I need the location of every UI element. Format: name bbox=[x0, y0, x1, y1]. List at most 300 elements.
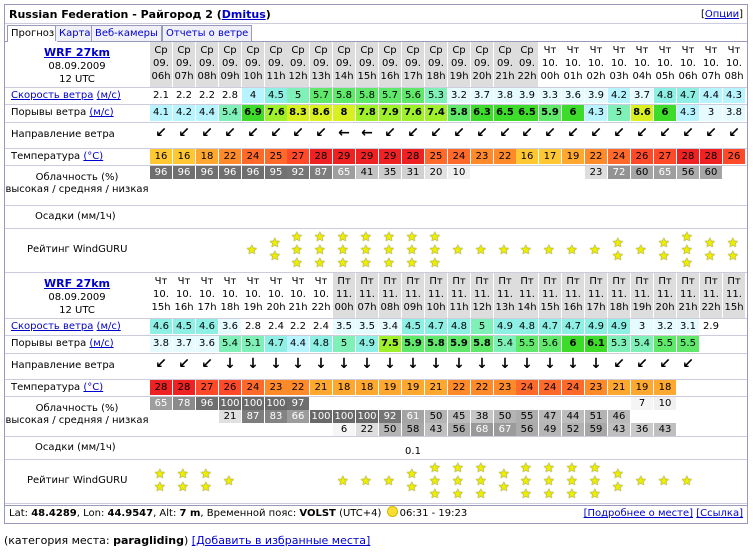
hour: 00h bbox=[540, 71, 560, 82]
time-header bbox=[196, 273, 218, 318]
time-header bbox=[608, 273, 630, 318]
hour: 11h bbox=[266, 71, 286, 82]
precip-cell bbox=[265, 206, 287, 227]
temperature-cell: 24 bbox=[448, 149, 470, 164]
hour: 14h bbox=[517, 302, 537, 313]
wind-direction-cell bbox=[196, 123, 218, 147]
gust-cell: 3.7 bbox=[173, 336, 195, 352]
cloud-label-1: Облачность (%) bbox=[35, 172, 119, 183]
cloud-l-cell: 43 bbox=[608, 423, 630, 436]
tab-wind-reports[interactable]: Отчеты о ветре bbox=[162, 25, 252, 41]
wind-direction-cell bbox=[402, 123, 424, 147]
rating-star-icon: ★ bbox=[177, 480, 189, 495]
day: Чт bbox=[154, 276, 168, 287]
rating-star-icon: ★ bbox=[589, 486, 601, 502]
date: 10. bbox=[703, 58, 719, 69]
temperature-cell: 27 bbox=[287, 149, 309, 164]
temp-unit-link[interactable]: (°C) bbox=[83, 382, 104, 393]
wind-speed-cell: 2.4 bbox=[265, 319, 287, 334]
gust-cell: 6.3 bbox=[471, 105, 493, 121]
wind-arrow-icon: ↙ bbox=[728, 125, 740, 141]
cloud-m-cell: 50 bbox=[425, 410, 447, 423]
rating-star-icon: ★ bbox=[635, 473, 647, 489]
rating-star-icon: ★ bbox=[475, 460, 487, 476]
row-label-cloud bbox=[5, 396, 149, 436]
hour: 03h bbox=[609, 71, 629, 82]
wind-arrow-icon: ↙ bbox=[476, 125, 488, 141]
rating-star-icon: ★ bbox=[154, 480, 166, 495]
cloud-m-cell: 100 bbox=[334, 411, 354, 422]
day: Чт bbox=[612, 45, 626, 56]
cloud-l-cell: 67 bbox=[494, 423, 516, 436]
cloud-l-cell bbox=[310, 192, 332, 205]
rating-star-icon: ★ bbox=[589, 460, 601, 476]
temperature-cell: 23 bbox=[494, 380, 516, 395]
hour: 15h bbox=[357, 71, 377, 82]
gust-cell: 3.6 bbox=[196, 336, 218, 352]
date: 10. bbox=[222, 289, 238, 300]
date: 10. bbox=[542, 58, 558, 69]
gust-cell: 4.9 bbox=[356, 336, 378, 352]
wind-arrow-icon: ↓ bbox=[521, 356, 533, 372]
rating-star-icon: ★ bbox=[727, 236, 739, 251]
rating-star-icon: ★ bbox=[498, 480, 510, 495]
temperature-cell: 19 bbox=[562, 149, 584, 164]
wind-speed-cell: 4.7 bbox=[562, 319, 584, 334]
date: 09. bbox=[497, 58, 513, 69]
wind-speed-cell: 4.3 bbox=[723, 88, 745, 103]
hour: 21h bbox=[288, 302, 308, 313]
cloud-m-cell bbox=[448, 179, 470, 192]
cloud-l-cell bbox=[310, 423, 332, 436]
wind-direction-cell bbox=[287, 123, 309, 147]
location-info: Lat: 48.4289, Lon: 44.9547, Alt: 7 m, Временной пояс: VOLST (UTC+4) 06:31 - 19:23 bbox=[9, 508, 468, 519]
title-bar bbox=[5, 5, 747, 24]
row-label-rating bbox=[5, 459, 149, 503]
rating-star-icon: ★ bbox=[704, 249, 716, 264]
cloud-l-cell bbox=[173, 423, 195, 436]
date: 09. bbox=[382, 58, 398, 69]
hour: 09h bbox=[403, 302, 423, 313]
wind-speed-cell: 3.5 bbox=[333, 319, 355, 334]
cloud-m-cell bbox=[173, 179, 195, 192]
date: 10. bbox=[199, 289, 215, 300]
row-label-temp bbox=[5, 379, 149, 396]
day: Пт bbox=[337, 276, 351, 287]
cloud-m-cell: 55 bbox=[516, 410, 538, 423]
wind-direction-cell bbox=[333, 123, 355, 147]
time-header bbox=[654, 273, 676, 318]
add-favorite-link[interactable]: [Добавить в избранные места] bbox=[191, 534, 371, 547]
gust-cell: 5 bbox=[608, 105, 630, 121]
cloud-l-cell bbox=[516, 192, 538, 205]
cloud-h-cell: 60 bbox=[631, 166, 653, 179]
time-header bbox=[723, 273, 745, 318]
day: Ср bbox=[291, 45, 305, 56]
temp-unit-link[interactable]: (°C) bbox=[83, 151, 104, 162]
date: 09. bbox=[153, 58, 169, 69]
gust-cell: 5.4 bbox=[219, 336, 241, 352]
cloud-h-cell bbox=[402, 397, 424, 410]
gust-cell: 6.5 bbox=[516, 105, 538, 121]
rating-star-icon: ★ bbox=[246, 242, 258, 258]
cloud-l-cell bbox=[356, 192, 378, 205]
time-header bbox=[265, 42, 287, 87]
wind-speed-label: Скорость ветра bbox=[11, 90, 94, 101]
rating-star-icon: ★ bbox=[406, 467, 418, 482]
precip-cell bbox=[562, 437, 584, 458]
rating-star-icon: ★ bbox=[681, 229, 693, 245]
wind-speed-cell: 4.9 bbox=[585, 319, 607, 334]
temperature-cell: 28 bbox=[677, 149, 699, 164]
precip-cell bbox=[585, 206, 607, 227]
gust-cell: 5.3 bbox=[608, 336, 630, 352]
gust-cell: 8.6 bbox=[631, 105, 653, 121]
wind-speed-cell: 3.7 bbox=[471, 88, 493, 103]
wind-arrow-icon: ↙ bbox=[178, 125, 190, 141]
date: 09. bbox=[451, 58, 467, 69]
date: 11. bbox=[634, 289, 650, 300]
wind-direction-cell bbox=[448, 354, 470, 378]
rating-star-icon: ★ bbox=[566, 242, 578, 258]
cloud-l-cell: 50 bbox=[379, 423, 401, 436]
hour: 06h bbox=[678, 71, 698, 82]
rating-star-icon: ★ bbox=[360, 255, 372, 271]
wind-direction-cell bbox=[608, 354, 630, 378]
rating-star-icon: ★ bbox=[406, 480, 418, 495]
user-link[interactable]: Dmitus bbox=[221, 8, 266, 21]
day: Ср bbox=[177, 45, 191, 56]
hour: 12h bbox=[288, 71, 308, 82]
cloud-h-cell: 92 bbox=[287, 166, 309, 179]
cloud-l-cell bbox=[333, 192, 355, 205]
gusts-label: Порывы ветра bbox=[11, 107, 87, 118]
wind-arrow-icon: ↓ bbox=[247, 356, 259, 372]
wind-direction-cell bbox=[356, 354, 378, 378]
footer bbox=[5, 505, 747, 522]
wind-speed-cell: 4.5 bbox=[265, 88, 287, 103]
sun-times: 06:31 - 19:23 bbox=[399, 508, 468, 519]
wind-speed-cell: 4 bbox=[242, 88, 264, 103]
temperature-cell: 18 bbox=[356, 380, 378, 395]
wind-speed-cell: 3.6 bbox=[219, 319, 241, 334]
cloud-m-cell: 100 bbox=[311, 411, 331, 422]
day: Чт bbox=[246, 276, 260, 287]
rating-star-icon: ★ bbox=[177, 467, 189, 482]
hour: 05h bbox=[655, 71, 675, 82]
wind-direction-cell bbox=[700, 354, 722, 378]
rating-star-icon: ★ bbox=[520, 473, 532, 489]
rating-star-icon: ★ bbox=[681, 255, 693, 271]
wind-arrow-icon: ↙ bbox=[499, 125, 511, 141]
temperature-cell: 24 bbox=[242, 149, 264, 164]
permalink-link[interactable]: [Ссылка] bbox=[696, 508, 743, 519]
time-header bbox=[379, 42, 401, 87]
cloud-l-cell bbox=[471, 192, 493, 205]
row-label-temp bbox=[5, 148, 149, 165]
rating-star-icon: ★ bbox=[269, 236, 281, 251]
wind-speed-cell: 5 bbox=[287, 88, 309, 103]
wind-direction-cell bbox=[631, 354, 653, 378]
wind-direction-cell bbox=[539, 123, 561, 147]
row-label-precip bbox=[5, 436, 149, 459]
model-name-link[interactable]: WRF 27km bbox=[43, 46, 111, 59]
precip-cell bbox=[677, 437, 699, 458]
day: Чт bbox=[177, 276, 191, 287]
temperature-cell: 22 bbox=[585, 149, 607, 164]
date: 09. bbox=[336, 58, 352, 69]
precip-cell bbox=[287, 206, 309, 227]
wind-unit-link[interactable]: (м/с) bbox=[96, 321, 121, 332]
time-header bbox=[333, 273, 355, 318]
day: Ср bbox=[429, 45, 443, 56]
cloud-l-cell bbox=[242, 423, 264, 436]
cloud-l-cell bbox=[173, 192, 195, 205]
cloud-h-cell: 96 bbox=[150, 166, 172, 179]
cloud-m-cell bbox=[150, 179, 172, 192]
tab-map[interactable]: Карта bbox=[55, 25, 95, 41]
time-header bbox=[310, 273, 332, 318]
rating-star-icon: ★ bbox=[475, 242, 487, 258]
gust-cell: 7.4 bbox=[425, 105, 447, 121]
cloud-label-1: Облачность (%) bbox=[35, 403, 119, 414]
rating-star-icon: ★ bbox=[383, 229, 395, 245]
wind-direction-cell bbox=[654, 354, 676, 378]
rating-star-icon: ★ bbox=[429, 460, 441, 476]
model-name-link[interactable]: WRF 27km bbox=[43, 277, 111, 290]
cloud-l-cell bbox=[402, 192, 424, 205]
date: 11. bbox=[703, 289, 719, 300]
rating-star-icon: ★ bbox=[429, 242, 441, 258]
wind-arrow-icon: ↓ bbox=[292, 356, 304, 372]
gust-cell: 5.4 bbox=[219, 105, 241, 121]
wind-speed-cell: 2.2 bbox=[173, 88, 195, 103]
temperature-cell: 19 bbox=[402, 380, 424, 395]
time-header bbox=[402, 273, 424, 318]
wind-speed-cell: 4.6 bbox=[196, 319, 218, 334]
date: 10. bbox=[657, 58, 673, 69]
temperature-cell: 22 bbox=[287, 380, 309, 395]
wind-speed-cell: 3 bbox=[631, 319, 653, 334]
wind-speed-cell: 5.8 bbox=[356, 88, 378, 103]
cloud-l-cell bbox=[700, 423, 722, 436]
time-header bbox=[700, 42, 722, 87]
day: Ср bbox=[406, 45, 420, 56]
model-date: 08.09.2009 bbox=[48, 61, 106, 72]
model-info-1 bbox=[5, 277, 149, 317]
wind-arrow-icon: ↙ bbox=[659, 356, 671, 372]
precip-cell bbox=[425, 206, 447, 227]
precip-cell bbox=[700, 206, 722, 227]
temperature-cell bbox=[700, 380, 722, 395]
date: 10. bbox=[268, 289, 284, 300]
day: Ср bbox=[337, 45, 351, 56]
title-text: Russian Federation - Райгород 2 bbox=[9, 8, 213, 21]
wind-speed-cell: 3.2 bbox=[448, 88, 470, 103]
cloud-h-cell: 78 bbox=[173, 397, 195, 410]
direction-label: Направление ветра bbox=[11, 360, 115, 371]
date: 09. bbox=[176, 58, 192, 69]
cloud-h-cell: 100 bbox=[266, 398, 286, 409]
wind-direction-cell bbox=[471, 354, 493, 378]
rating-star-icon: ★ bbox=[429, 255, 441, 271]
cloud-l-cell bbox=[150, 423, 172, 436]
cloud-h-cell bbox=[471, 397, 493, 410]
cloud-m-cell bbox=[471, 179, 493, 192]
wind-arrow-icon: ↙ bbox=[636, 125, 648, 141]
precip-cell bbox=[654, 206, 676, 227]
date: 09. bbox=[359, 58, 375, 69]
model-utc: 12 UTC bbox=[59, 305, 95, 316]
cloud-h-cell bbox=[333, 397, 355, 410]
cloud-l-cell bbox=[585, 192, 607, 205]
time-header bbox=[265, 273, 287, 318]
wind-arrow-icon: ← bbox=[361, 125, 373, 141]
cloud-h-cell bbox=[310, 397, 332, 410]
date: 09. bbox=[474, 58, 490, 69]
wind-arrow-icon: ↙ bbox=[155, 356, 167, 372]
row-label-cloud bbox=[5, 165, 149, 205]
cloud-m-cell: 61 bbox=[402, 410, 424, 423]
gusts-label: Порывы ветра bbox=[11, 338, 87, 349]
wind-unit-link[interactable]: (м/с) bbox=[96, 90, 121, 101]
category-value: paragliding bbox=[113, 534, 184, 547]
cloud-m-cell: 50 bbox=[494, 410, 516, 423]
hour: 02h bbox=[586, 71, 606, 82]
precip-cell bbox=[310, 206, 332, 227]
wind-arrow-icon: ↙ bbox=[155, 125, 167, 141]
time-header bbox=[356, 273, 378, 318]
options-link[interactable]: Опции bbox=[704, 9, 740, 20]
cloud-h-cell: 65 bbox=[150, 397, 172, 410]
cloud-l-cell bbox=[265, 192, 287, 205]
gust-unit-link[interactable]: (м/с) bbox=[89, 107, 114, 118]
cloud-m-cell bbox=[585, 179, 607, 192]
cloud-l-cell: 43 bbox=[654, 423, 676, 436]
cloud-label-2: высокая / средняя / низкая bbox=[5, 184, 149, 195]
rating-star-icon: ★ bbox=[360, 229, 372, 245]
temperature-cell: 25 bbox=[265, 149, 287, 164]
cloud-m-cell bbox=[310, 179, 332, 192]
day: Пт bbox=[727, 276, 741, 287]
gust-cell: 3 bbox=[700, 105, 722, 121]
wind-speed-cell: 2.2 bbox=[196, 88, 218, 103]
temperature-cell: 24 bbox=[608, 149, 630, 164]
date: 10. bbox=[588, 58, 604, 69]
time-header bbox=[677, 42, 699, 87]
precip-cell bbox=[723, 437, 745, 458]
cloud-h-cell bbox=[723, 397, 745, 410]
cloud-m-cell: 44 bbox=[562, 410, 584, 423]
temperature-cell: 18 bbox=[333, 380, 355, 395]
wind-speed-cell: 3.2 bbox=[654, 319, 676, 334]
day: Чт bbox=[635, 45, 649, 56]
day: Чт bbox=[658, 45, 672, 56]
precip-cell bbox=[219, 437, 241, 458]
wind-arrow-icon: ↓ bbox=[499, 356, 511, 372]
time-header bbox=[631, 273, 653, 318]
precip-cell bbox=[700, 437, 722, 458]
hour: 11h bbox=[449, 302, 469, 313]
cloud-l-cell: 58 bbox=[402, 423, 424, 436]
temperature-cell: 21 bbox=[608, 380, 630, 395]
wind-arrow-icon: ↙ bbox=[521, 125, 533, 141]
temperature-cell: 28 bbox=[173, 380, 195, 395]
cloud-h-cell bbox=[608, 397, 630, 410]
rating-star-icon: ★ bbox=[337, 255, 349, 271]
hour: 08h bbox=[380, 302, 400, 313]
gust-cell: 6 bbox=[654, 105, 676, 121]
cloud-l-cell: 6 bbox=[333, 423, 355, 436]
cloud-m-cell bbox=[723, 410, 745, 423]
time-header bbox=[677, 273, 699, 318]
wind-direction-cell bbox=[539, 354, 561, 378]
cloud-h-cell bbox=[516, 397, 538, 410]
more-info-link[interactable]: [Подробнее о месте] bbox=[583, 508, 694, 519]
precip-cell bbox=[631, 206, 653, 227]
tab-webcams[interactable]: Веб-камеры bbox=[91, 25, 162, 41]
forecast-frame bbox=[4, 4, 748, 524]
time-header bbox=[631, 42, 653, 87]
wind-arrow-icon: ↓ bbox=[384, 356, 396, 372]
hour: 20h bbox=[472, 71, 492, 82]
tab-forecast[interactable]: Прогноз bbox=[7, 25, 58, 42]
day: Ср bbox=[154, 45, 168, 56]
precip-cell bbox=[287, 437, 309, 458]
time-header bbox=[425, 273, 447, 318]
date: 09. bbox=[268, 58, 284, 69]
temperature-cell: 25 bbox=[425, 149, 447, 164]
cloud-l-cell bbox=[425, 192, 447, 205]
cloud-h-cell: 95 bbox=[265, 166, 287, 179]
date: 09. bbox=[428, 58, 444, 69]
row-label-rating bbox=[5, 228, 149, 272]
hour: 20h bbox=[655, 302, 675, 313]
gust-cell: 6.1 bbox=[585, 336, 607, 352]
rating-star-icon: ★ bbox=[291, 255, 303, 271]
cloud-m-cell bbox=[654, 410, 676, 423]
gust-unit-link[interactable]: (м/с) bbox=[89, 338, 114, 349]
date: 11. bbox=[588, 289, 604, 300]
cloud-l-cell: 56 bbox=[448, 423, 470, 436]
precip-cell bbox=[196, 206, 218, 227]
date: 09. bbox=[290, 58, 306, 69]
row-label-gusts bbox=[5, 335, 149, 353]
wind-speed-cell bbox=[723, 319, 745, 334]
wind-arrow-icon: ↙ bbox=[247, 125, 259, 141]
date: 10. bbox=[176, 289, 192, 300]
rating-star-icon: ★ bbox=[452, 460, 464, 476]
precip-cell bbox=[677, 206, 699, 227]
wind-arrow-icon: ↓ bbox=[544, 356, 556, 372]
hour: 06h bbox=[151, 71, 171, 82]
row-label-direction bbox=[5, 122, 149, 148]
hour: 08h bbox=[197, 71, 217, 82]
gust-cell: 5.9 bbox=[539, 105, 561, 121]
wind-direction-cell bbox=[287, 354, 309, 378]
row-label-direction bbox=[5, 353, 149, 379]
time-header bbox=[516, 273, 538, 318]
wind-arrow-icon: ↓ bbox=[567, 356, 579, 372]
temperature-cell: 18 bbox=[654, 380, 676, 395]
precip-cell bbox=[333, 206, 355, 227]
time-header bbox=[723, 42, 745, 87]
cloud-l-cell bbox=[608, 192, 630, 205]
wind-speed-cell: 5.7 bbox=[379, 88, 401, 103]
rating-star-icon: ★ bbox=[269, 249, 281, 264]
wind-arrow-icon: ↙ bbox=[590, 125, 602, 141]
rating-star-icon: ★ bbox=[223, 473, 235, 489]
